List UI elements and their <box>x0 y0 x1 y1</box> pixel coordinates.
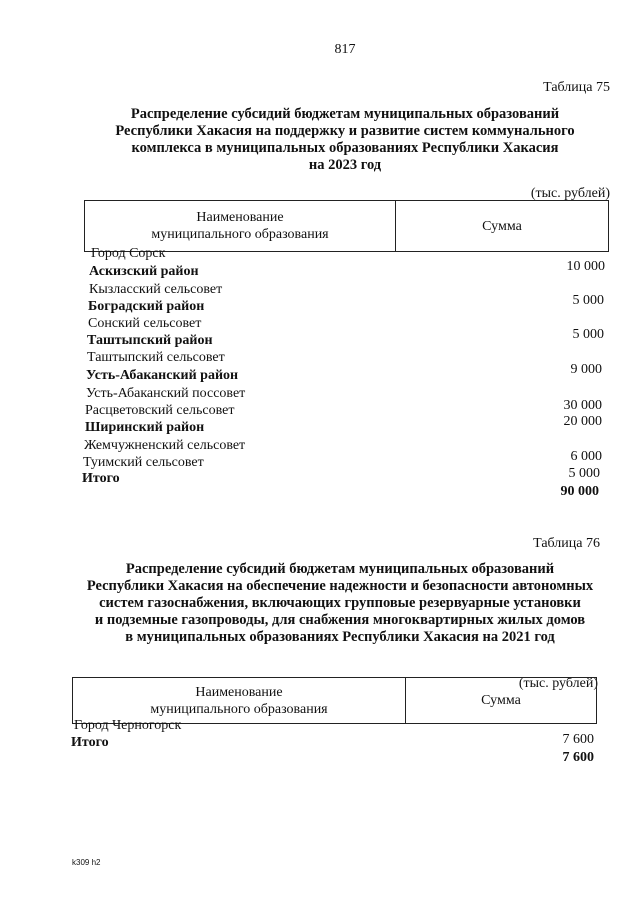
table-75-row-name: Город Сорск <box>91 246 166 261</box>
column-header-name <box>85 201 395 251</box>
table-75-row-value: 9 000 <box>570 362 602 377</box>
table-76-title-line: систем газоснабжения, включающих групповые резервуарные установки <box>99 595 581 611</box>
footer-code: k309 h2 <box>72 858 101 867</box>
table-76-title-line: Республики Хакасия на обеспечение надежности и безопасности автономных <box>86 578 594 594</box>
table-75-row-value: 30 000 <box>563 398 602 413</box>
table-75-total-value: 90 000 <box>560 484 599 499</box>
column-header-sum: Сумма <box>481 693 521 708</box>
table-75-header <box>84 200 609 252</box>
table-76-title <box>70 561 610 646</box>
table-75-title-line: Распределение субсидий бюджетам муниципальных образований <box>130 106 560 122</box>
page-number: 817 <box>334 42 356 57</box>
column-header-name <box>73 678 405 723</box>
table-76-header <box>72 677 597 724</box>
table-75-row-name: Усть-Абаканский поссовет <box>86 386 246 401</box>
table-75-row-name: Боградский район <box>88 299 205 314</box>
table-76-title-line: Распределение субсидий бюджетам муниципальных образований <box>125 561 555 577</box>
table-75-label: Таблица 75 <box>543 80 610 95</box>
column-header-sum: Сумма <box>482 218 522 234</box>
table-75-row-value: 6 000 <box>570 449 602 464</box>
table-76-total-value: 7 600 <box>562 750 594 765</box>
table-75-title-line: Республики Хакасия на поддержку и развитие систем коммунального <box>115 123 575 139</box>
table-75-title-line: комплекса в муниципальных образованиях Республики Хакасия <box>131 140 559 156</box>
table-75-row-name: Усть-Абаканский район <box>86 368 239 383</box>
table-75-row-name: Таштыпский сельсовет <box>87 350 225 365</box>
table-75-row-value: 20 000 <box>563 414 602 429</box>
table-75-row-name: Аскизский район <box>89 264 199 279</box>
table-75-row-value: 5 000 <box>572 327 604 342</box>
table-75-units: (тыс. рублей) <box>530 186 610 201</box>
table-76-units: (тыс. рублей) <box>518 676 598 691</box>
column-header-name-line: Наименование <box>196 210 284 225</box>
table-76-title-line: и подземные газопроводы, для снабжения многоквартирных жилых домов <box>94 612 586 628</box>
table-76-row-value: 7 600 <box>562 732 594 747</box>
table-75-row-name: Расцветовский сельсовет <box>85 403 235 418</box>
table-75-row-name: Туимский сельсовет <box>83 455 204 470</box>
table-75-row-name: Жемчужненский сельсовет <box>84 438 246 453</box>
table-75-title-line: на 2023 год <box>308 157 382 173</box>
table-75-row-name: Итого <box>82 471 120 486</box>
table-75-row-value: 5 000 <box>572 293 604 308</box>
table-75-row-value: 5 000 <box>568 466 600 481</box>
table-76-label: Таблица 76 <box>533 536 600 551</box>
table-75-row-name: Сонский сельсовет <box>88 316 202 331</box>
table-75-row-name: Кызласский сельсовет <box>89 282 223 297</box>
column-header-name-line: муниципального образования <box>150 701 328 717</box>
table-75-row-value: 10 000 <box>566 259 605 274</box>
table-75-title <box>80 106 610 174</box>
table-75-row-name: Таштыпский район <box>87 333 213 348</box>
table-76-row-name: Город Черногорск <box>74 718 182 733</box>
column-header-name-line: муниципального образования <box>151 227 329 242</box>
table-76-title-line: в муниципальных образованиях Республики Хакасия на 2021 год <box>125 629 555 645</box>
column-header-name-line: Наименование <box>195 684 283 700</box>
table-76-row-name: Итого <box>71 735 109 750</box>
table-75-row-name: Ширинский район <box>85 420 205 435</box>
